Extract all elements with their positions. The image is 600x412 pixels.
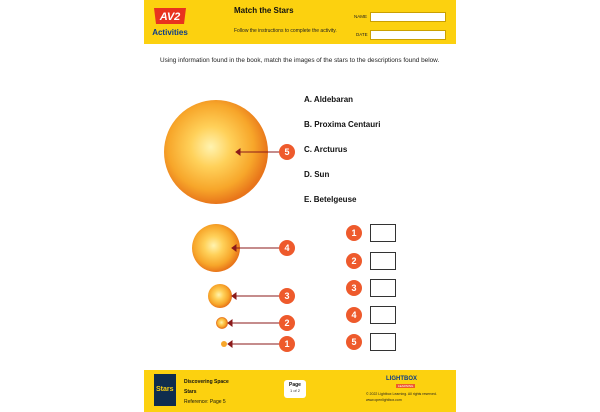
choice-e: E. Betelgeuse	[304, 195, 357, 204]
answer-box-4[interactable]	[370, 306, 396, 324]
answer-box-3[interactable]	[370, 279, 396, 297]
star-label-1: 1	[279, 336, 295, 352]
star-tiny	[217, 318, 228, 329]
book-cover-title: Stars	[156, 386, 174, 393]
page-label: Page	[289, 382, 301, 388]
answer-number-2: 2	[346, 253, 362, 269]
lightbox-logo: LIGHTBOX	[386, 376, 417, 382]
answer-number-1: 1	[346, 225, 362, 241]
book-cover-thumbnail	[154, 374, 176, 406]
star-small	[208, 284, 232, 308]
footer-bar	[144, 370, 456, 412]
answer-number-5: 5	[346, 334, 362, 350]
answer-box-2[interactable]	[370, 252, 396, 270]
date-label: DATE	[356, 32, 368, 37]
choice-d: D. Sun	[304, 170, 330, 179]
reference-page: Reference: Page 5	[184, 399, 226, 405]
answer-number-4: 4	[346, 307, 362, 323]
copyright-text: © 2022 Lightbox Learning. All rights reserved.	[366, 392, 437, 396]
choice-a: A. Aldebaran	[304, 95, 354, 104]
worksheet-page	[144, 0, 456, 412]
book-name: Stars	[184, 389, 197, 395]
activities-label: Activities	[152, 28, 188, 37]
answer-box-1[interactable]	[370, 224, 396, 242]
choice-b: B. Proxima Centauri	[304, 120, 381, 129]
stars-illustration	[144, 0, 456, 370]
star-label-5: 5	[279, 144, 295, 160]
website-url: www.openlightbox.com	[366, 398, 402, 402]
series-name: Discovering Space	[184, 379, 229, 385]
lightbox-tag: LEARNING	[398, 384, 414, 388]
star-smallest	[221, 341, 227, 347]
page-indicator	[284, 380, 306, 398]
star-label-2: 2	[279, 315, 295, 331]
answer-box-5[interactable]	[370, 333, 396, 351]
answer-number-3: 3	[346, 280, 362, 296]
name-label: NAME	[354, 14, 368, 19]
svg-text:AV2: AV2	[159, 11, 181, 23]
star-label-3: 3	[279, 288, 295, 304]
page-number: 1 of 2	[289, 388, 300, 393]
intro-text: Using information found in the book, match the images of the stars to the descriptions found below.	[160, 57, 440, 64]
choice-c: C. Arcturus	[304, 145, 348, 154]
worksheet-instructions: Follow the instructions to complete the activity.	[234, 28, 337, 34]
star-label-4: 4	[279, 240, 295, 256]
worksheet-title: Match the Stars	[234, 6, 294, 15]
